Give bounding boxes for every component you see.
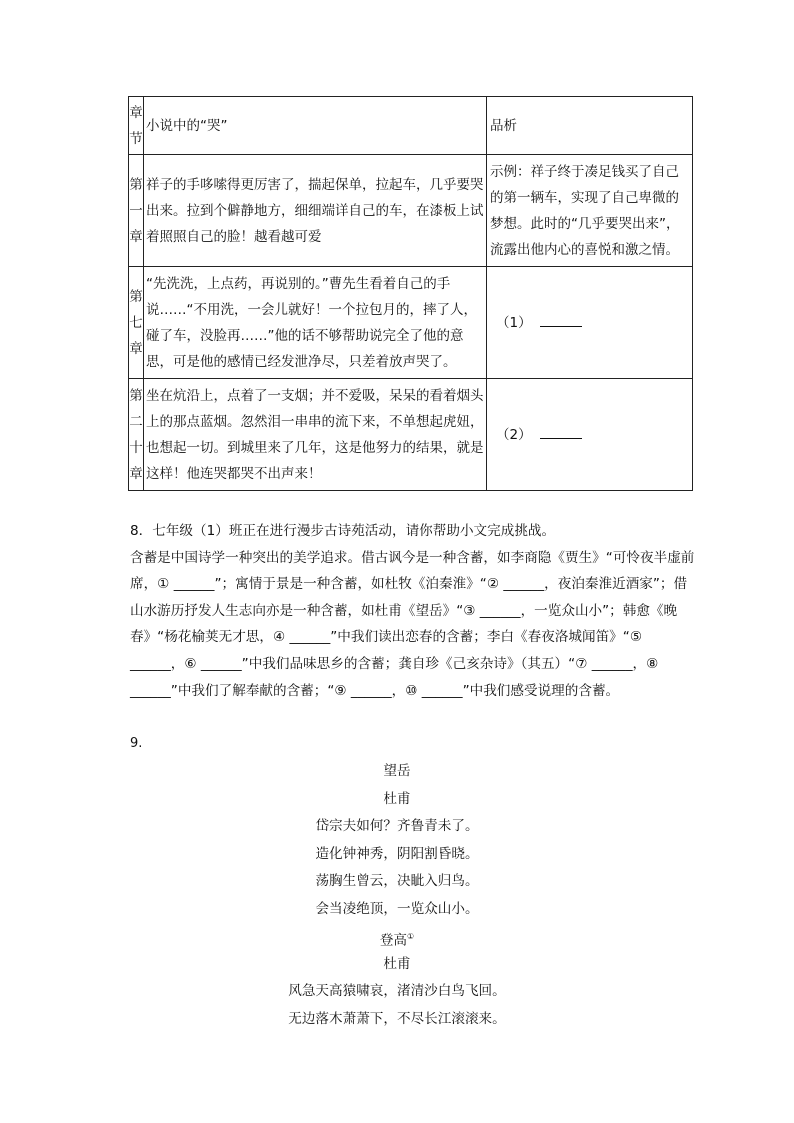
poem-line: 岱宗夫如何？齐鲁青未了。: [315, 818, 479, 834]
poems: [0, 758, 794, 1033]
table-row: [129, 267, 693, 379]
row-analysis: 示例：祥子终于凑足钱买了自己的第一辆车，实现了自己卑微的梦想。此时的“几乎要哭出来”，流露出他内心的喜悦和激之情。: [487, 155, 693, 267]
table-row: [129, 379, 693, 491]
row-chapter: 第七章: [129, 267, 144, 379]
poem-line: 造化钟神秀，阴阳割昏晓。: [315, 845, 479, 862]
analysis-table: [128, 96, 693, 491]
poem-title: 登高: [379, 932, 407, 949]
row-answer-cell: [487, 267, 693, 379]
poem-title: 望岳: [383, 763, 411, 779]
question-8-prompt: 8．七年级（1）班正在进行漫步古诗苑活动，请你帮助小文完成挑战。: [130, 523, 556, 539]
table-row: [129, 155, 693, 267]
row-chapter: 第二十章: [129, 379, 144, 491]
row-answer-cell: [487, 379, 693, 491]
poem-line: 荡胸生曾云，决眦入归鸟。: [315, 873, 479, 889]
question-8-body: 含蓄是中国诗学一种突出的美学追求。借古讽今是一种含蓄，如李商隐《贾生》“可怜夜半虚前席，① ______”；寓情于景是一种含蓄，如杜牧《泊秦淮》“② ______，夜泊秦淮近酒家”；借山水游历抒发人生志向亦是一种含蓄，如杜甫《望岳》“③ ______，一览众山小”；韩愈《晚春》“杨花榆荚无才思，④ ______”中我们读出恋春的含蓄；李白《春夜洛城闻笛》“⑤ ______，⑥ ______”中我们品味思乡的含蓄；龚自珍《己亥杂诗》（其五）“⑦ ______，⑧ ______”中我们了解奉献的含蓄；“⑨ ______，⑩ ______”中我们感受说理的含蓄。: [130, 549, 695, 699]
poem-author: 杜甫: [383, 790, 411, 807]
row-quote: 坐在炕沿上，点着了一支烟；并不爱吸，呆呆的看着烟头上的那点蓝烟。忽然泪一串串的流下来，不单想起虎妞，也想起一切。到城里来了几年，这是他努力的结果，就是这样！他连哭都哭不出声来！: [144, 379, 487, 491]
footnote-marker: ①: [407, 932, 415, 941]
answer-blank[interactable]: [540, 312, 582, 327]
header-chapter: 章节: [129, 97, 144, 155]
poem-title-2: [0, 923, 794, 951]
poem-line: 风急天高猿啸哀，渚清沙白鸟飞回。: [288, 983, 506, 999]
row-quote: 祥子的手哆嗦得更厉害了，揣起保单，拉起车，几乎要哭出来。拉到个僻静地方，细细端详自己的车，在漆板上试着照照自己的脸！越看越可爱: [144, 155, 487, 267]
header-analysis: 品析: [487, 97, 693, 155]
header-quote: 小说中的“哭”: [144, 97, 487, 155]
answer-number: （1）: [496, 314, 532, 331]
row-quote: “先洗洗，上点药，再说别的。”曹先生看着自己的手说……“不用洗，一会儿就好！一个拉包月的，摔了人，碰了车，没脸再……”他的话不够帮助说完全了他的意思，可是他的感情已经发泄净尽，只差着放声哭了。: [144, 267, 487, 379]
poem-author: 杜甫: [383, 955, 411, 972]
table-header-row: [129, 97, 693, 155]
row-chapter: 第一章: [129, 155, 144, 267]
poem-line: 无边落木萧萧下，不尽长江滚滚来。: [288, 1010, 506, 1027]
poem-line: 会当凌绝顶，一览众山小。: [315, 900, 479, 917]
question-9-number: 9.: [130, 736, 143, 751]
answer-number: （2）: [496, 426, 532, 443]
question-8: [130, 518, 695, 704]
answer-blank[interactable]: [540, 424, 582, 439]
